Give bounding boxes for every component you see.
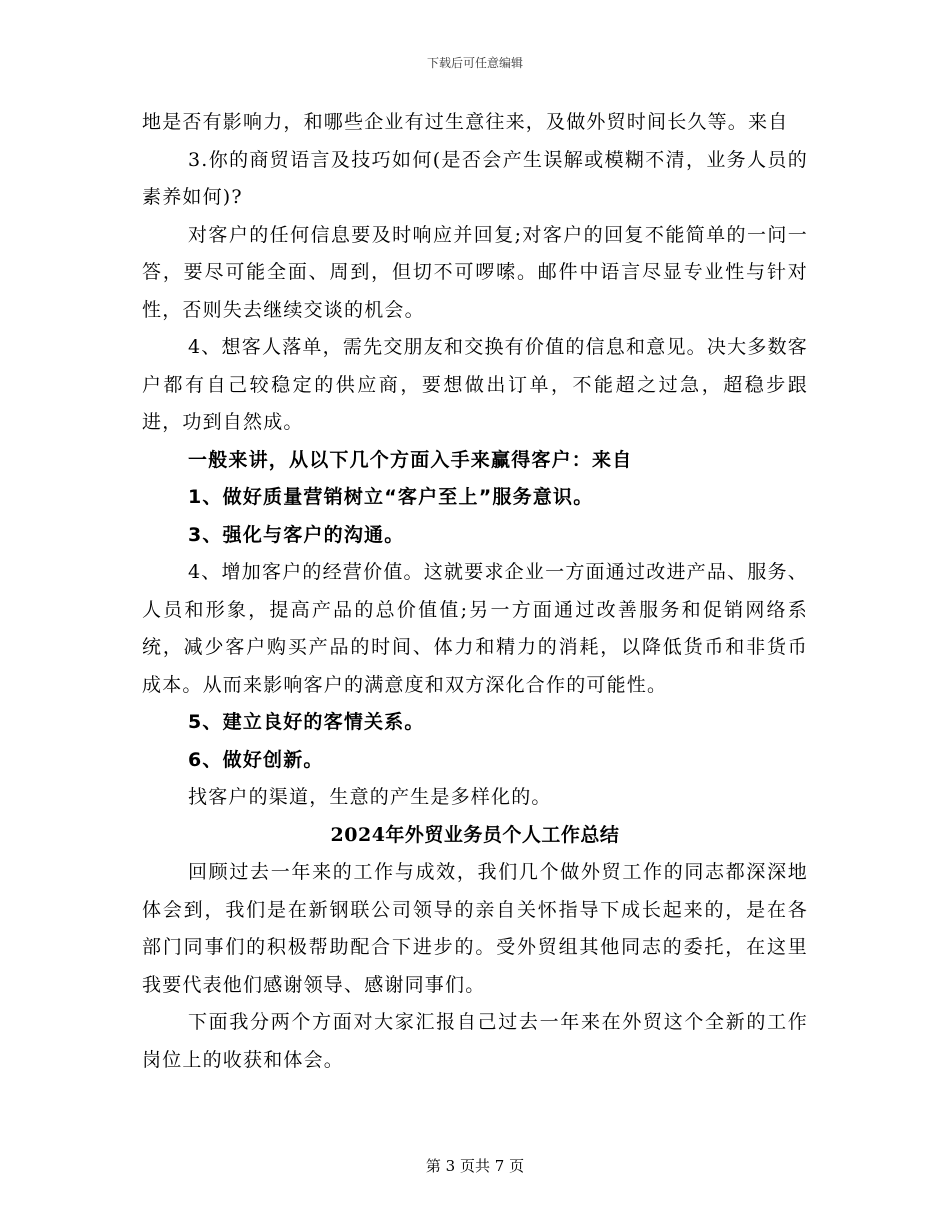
paragraph-4: 4、想客人落单，需先交朋友和交换有价值的信息和意见。决大多数客户都有自己较稳定的供应商，要想做出订单，不能超之过急，超稳步跟进，功到自然成。 [142,336,808,433]
page-number: 第 3 页共 7 页 [425,1157,525,1175]
paragraph-13: 下面我分两个方面对大家汇报自己过去一年来在外贸这个全新的工作岗位上的收获和体会。 [142,1011,808,1071]
paragraph-2: 3.你的商贸语言及技巧如何(是否会产生误解或模糊不清，业务人员的素养如何)? [142,148,808,208]
paragraph-9: 5、建立良好的客情关系。 [188,711,425,733]
paragraph-7: 3、强化与客户的沟通。 [188,523,405,546]
paragraph-5: 一般来讲，从以下几个方面入手来赢得客户：来自 [188,448,633,471]
paragraph-8: 4、增加客户的经营价值。这就要求企业一方面通过改进产品、服务、人员和形象，提高产品的总价值值;另一方面通过改善服务和促销网络系统，减少客户购买产品的时间、体力和精力的消耗，以降低货币和非货币成本。从而来影响客户的满意度和双方深化合作的可能性。 [142,561,808,696]
paragraph-6: 1、做好质量营销树立“客户至上”服务意识。 [188,486,594,508]
paragraph-10: 6、做好创新。 [188,748,324,771]
page-header-note: 下载后可任意编辑 [426,56,523,70]
section-title: 2024年外贸业务员个人工作总结 [330,823,620,846]
document-body [142,104,808,1079]
paragraph-11: 找客户的渠道，生意的产生是多样化的。 [188,786,552,808]
paragraph-1: 地是否有影响力，和哪些企业有过生意往来，及做外贸时间长久等。来自 [142,111,789,133]
paragraph-12: 回顾过去一年来的工作与成效，我们几个做外贸工作的同志都深深地体会到，我们是在新钢联公司领导的亲自关怀指导下成长起来的，是在各部门同事们的积极帮助配合下进步的。受外贸组其他同志的委托，在这里我要代表他们感谢领导、感谢同事们。 [142,861,808,996]
paragraph-3: 对客户的任何信息要及时响应并回复;对客户的回复不能简单的一问一答，要尽可能全面、周到，但切不可啰嗦。邮件中语言尽显专业性与针对性，否则失去继续交谈的机会。 [142,223,808,321]
